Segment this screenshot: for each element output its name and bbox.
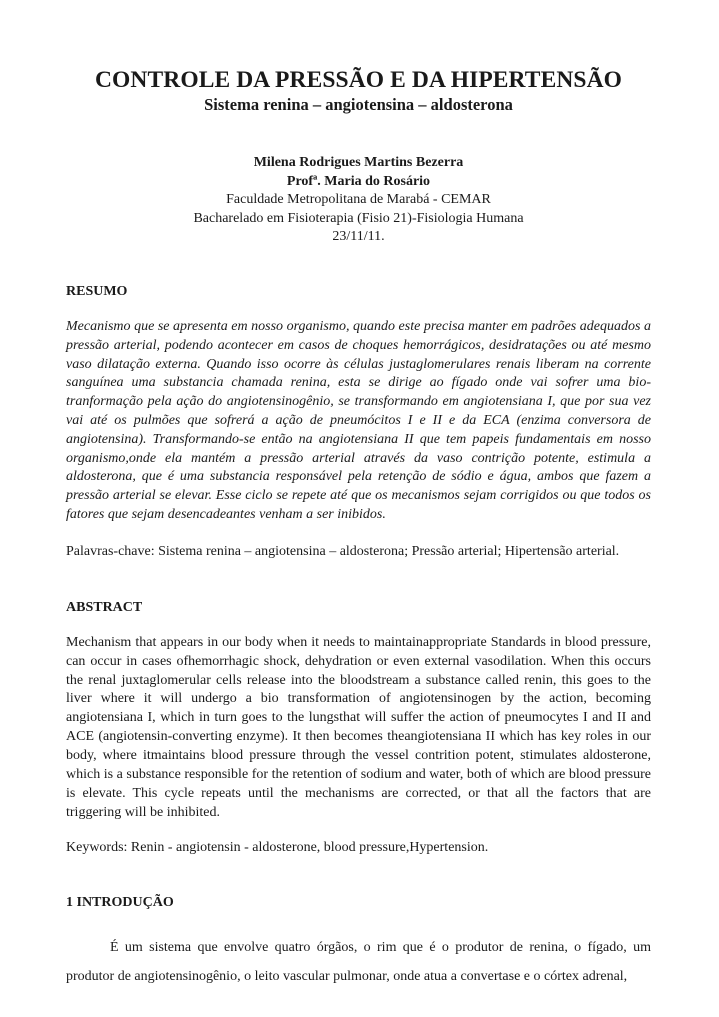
keywords: Keywords: Renin - angiotensin - aldosterone, blood pressure,Hypertension. bbox=[66, 839, 489, 855]
abstract-heading: ABSTRACT bbox=[66, 599, 143, 615]
author-name: Milena Rodrigues Martins Bezerra bbox=[253, 155, 464, 170]
introducao-paragraph: É um sistema que envolve quatro órgãos, o rim que é o produtor de renina, o fígado, um produtor de angiotensinogênio, o leito vascular pulmonar, onde atua a convertase e o córtex adrenal, bbox=[66, 939, 651, 984]
resumo-heading: RESUMO bbox=[66, 283, 128, 299]
author-block bbox=[66, 154, 651, 247]
palavras-chave: Palavras-chave: Sistema renina – angiotensina – aldosterona; Pressão arterial; Hipertensão arterial. bbox=[66, 543, 620, 559]
resumo-paragraph: Mecanismo que se apresenta em nosso organismo, quando este precisa manter em padrões adequados a pressão arterial, podendo acontecer em casos de choques hemorrágicos, desidratações ou até mesmo vaso dilatação externa. Quando isso ocorre às células justaglomerulares renais liberam na corrente sanguínea uma substancia chamada renina, esta se dirige ao fígado onde vai sofrer uma bio-tranformação pela ação do angiotensinogênio, se transformando em angiotensiana I, que por sua vez vai até os pulmões que sofrerá a ação de pneumócitos I e II e da ECA (enzima conversora de angiotensina). Transformando-se então na angiotensiana II que tem papeis fundamentais em nosso organismo,onde ela mantém a pressão arterial através da vaso contrição potente, estimula a aldosterona, que é uma substancia responsável pela retenção de sódio e água, ambos que fazem a pressão arterial se elevar. Esse ciclo se repete até que os mecanismos sejam corrigidos ou que todos os fatores que sejam desencadeantes venham a ser inibidos. bbox=[66, 318, 651, 522]
professor-name: Profª. Maria do Rosário bbox=[286, 173, 431, 189]
introducao-heading: 1 INTRODUÇÃO bbox=[66, 894, 174, 910]
paper-title: CONTROLE DA PRESSÃO E DA HIPERTENSÃO bbox=[94, 67, 623, 93]
institution: Faculdade Metropolitana de Marabá - CEMAR bbox=[226, 192, 491, 208]
date: 23/11/11. bbox=[332, 229, 385, 245]
paper-subtitle: Sistema renina – angiotensina – aldosterona bbox=[204, 95, 513, 114]
course: Bacharelado em Fisioterapia (Fisio 21)-Fisiologia Humana bbox=[193, 210, 524, 226]
abstract-paragraph: Mechanism that appears in our body when it needs to maintainappropriate Standards in blood pressure, can occur in cases ofhemorrhagic shock, dehydration or even external vasodilation. When this occurs the renal juxtaglomerular cells release into the bloodstream a substance called renin, this goes to the liver where it will undergo a bio transformation of angiotensinogen by the action, becoming angiotensiana I, which in turn goes to the lungsthat will suffer the action of pneumocytes I and II and ACE (angiotensin-converting enzyme). It then becomes theangiotensiana II which has key roles in our body, where itmaintains blood pressure through the vessel contrition potent, stimulates aldosterone, which is a substance responsible for the retention of sodium and water, both of which are blood pressure is elevate. This cycle repeats until the mechanisms are corrected, or that all the factors that are triggering will be inhibited. bbox=[66, 634, 651, 820]
